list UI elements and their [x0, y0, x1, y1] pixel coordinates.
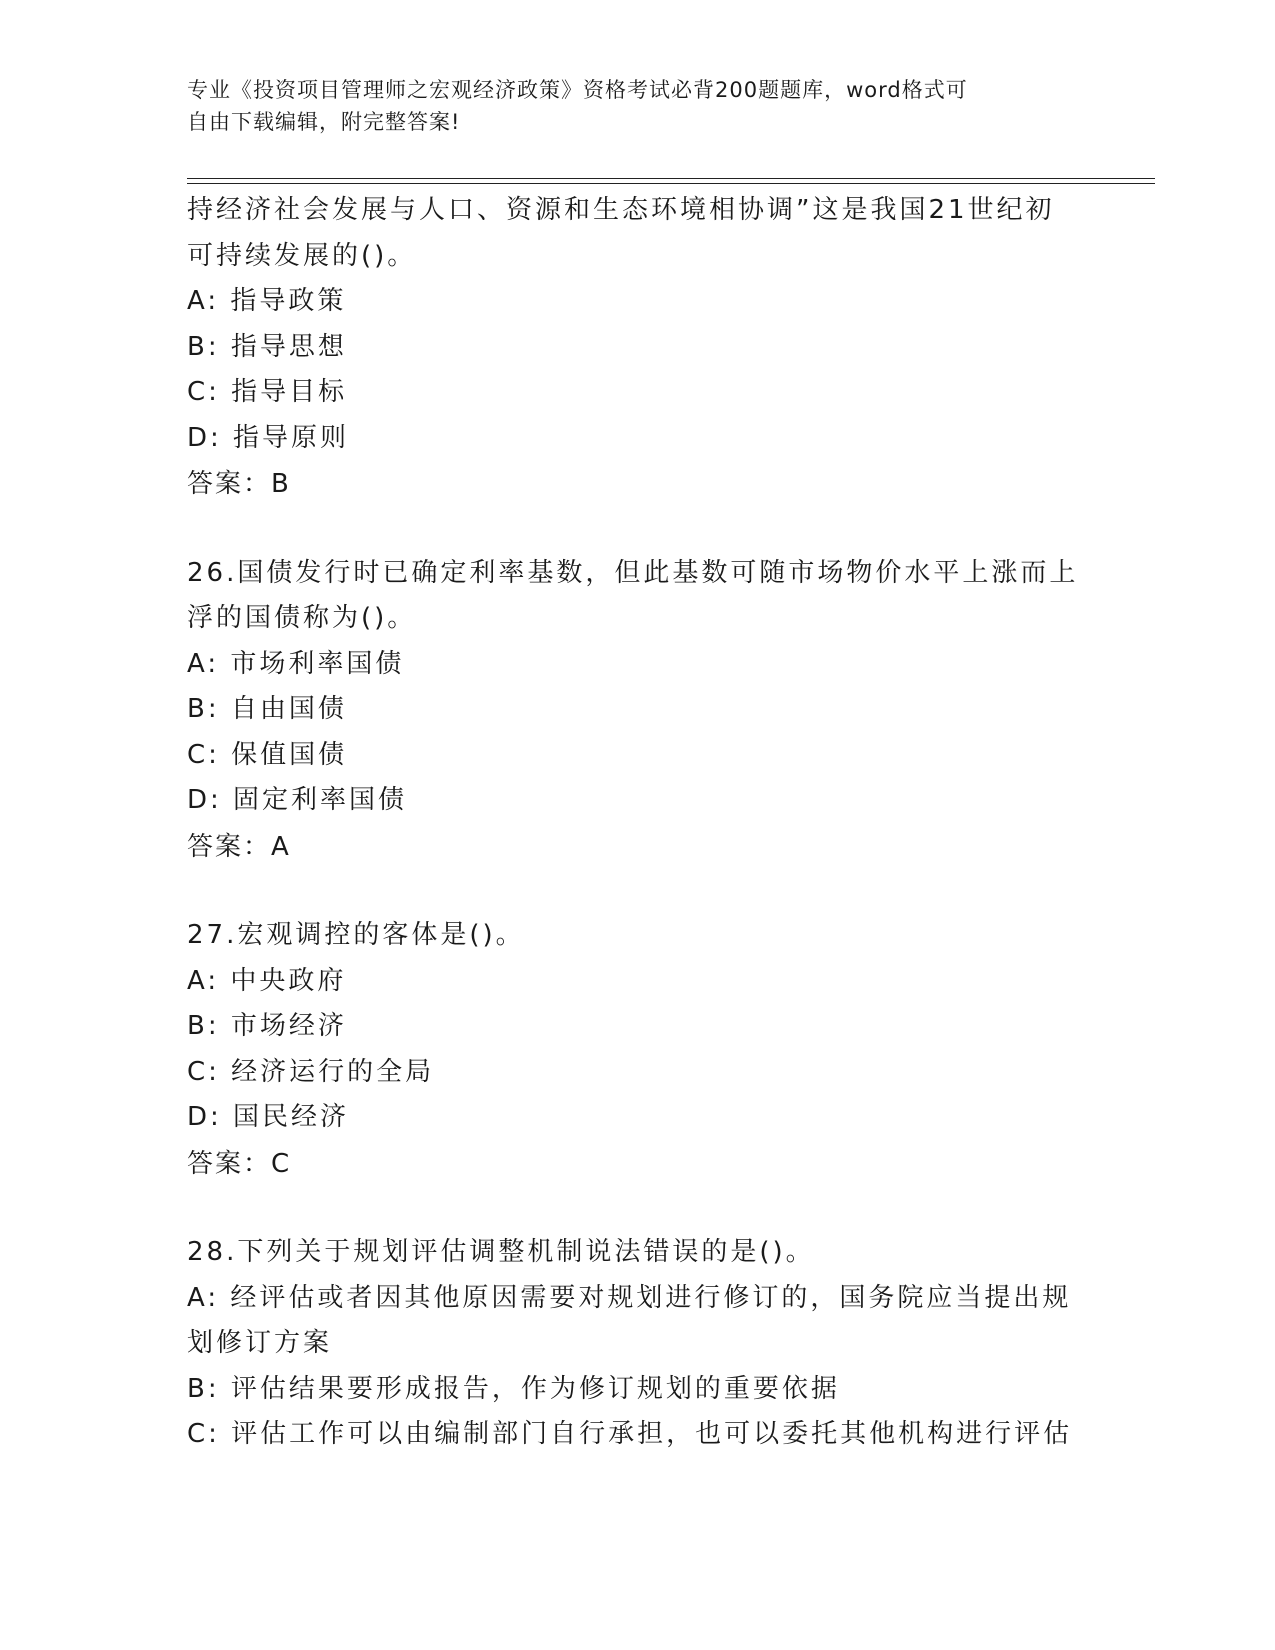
option-b: B: 指导思想: [187, 331, 347, 362]
option-c: C: 保值国债: [187, 739, 348, 770]
answer: 答案：A: [187, 831, 291, 862]
header-line-1: 专业《投资项目管理师之宏观经济政策》资格考试必背200题题库，word格式可: [187, 78, 968, 102]
answer: 答案：C: [187, 1148, 292, 1179]
question-text: 27.宏观调控的客体是()。: [187, 920, 525, 950]
option-a: A: 指导政策: [187, 286, 347, 316]
option-c: C: 经济运行的全局: [187, 1056, 435, 1087]
option-b: B: 自由国债: [187, 694, 347, 724]
option-c: C: 指导目标: [187, 377, 348, 407]
question-text: 26.国债发行时已确定利率基数，但此基数可随市场物价水平上涨而上: [187, 557, 1079, 588]
document-header: [187, 74, 1067, 138]
option-a: A: 中央政府: [187, 965, 347, 996]
option-a: A: 市场利率国债: [187, 648, 405, 679]
answer: 答案：B: [187, 469, 291, 499]
option-d: D: 指导原则: [187, 422, 350, 453]
option-b: B: 市场经济: [187, 1011, 347, 1041]
question-list: [187, 188, 1087, 1458]
option-d: D: 国民经济: [187, 1102, 350, 1132]
question-text: 可持续发展的()。: [187, 240, 417, 271]
question-25: [187, 188, 1087, 507]
option-c: C: 评估工作可以由编制部门自行承担，也可以委托其他机构进行评估: [187, 1419, 1073, 1449]
option-b: B: 评估结果要形成报告，作为修订规划的重要依据: [187, 1373, 840, 1404]
option-d: D: 固定利率国债: [187, 785, 408, 815]
header-divider-bottom: [187, 183, 1155, 184]
header-divider-top: [187, 178, 1155, 179]
question-26: [187, 551, 1087, 870]
option-a: A: 经评估或者因其他原因需要对规划进行修订的，国务院应当提出规: [187, 1282, 1072, 1313]
question-27: [187, 913, 1087, 1186]
question-text: 28.下列关于规划评估调整机制说法错误的是()。: [187, 1237, 815, 1267]
question-28: [187, 1230, 1087, 1458]
option-a-continued: 划修订方案: [187, 1328, 333, 1358]
question-text: 持经济社会发展与人口、资源和生态环境相协调”这是我国21世纪初: [187, 195, 1055, 225]
header-line-2: 自由下载编辑，附完整答案!: [187, 110, 461, 134]
question-text: 浮的国债称为()。: [187, 603, 417, 633]
